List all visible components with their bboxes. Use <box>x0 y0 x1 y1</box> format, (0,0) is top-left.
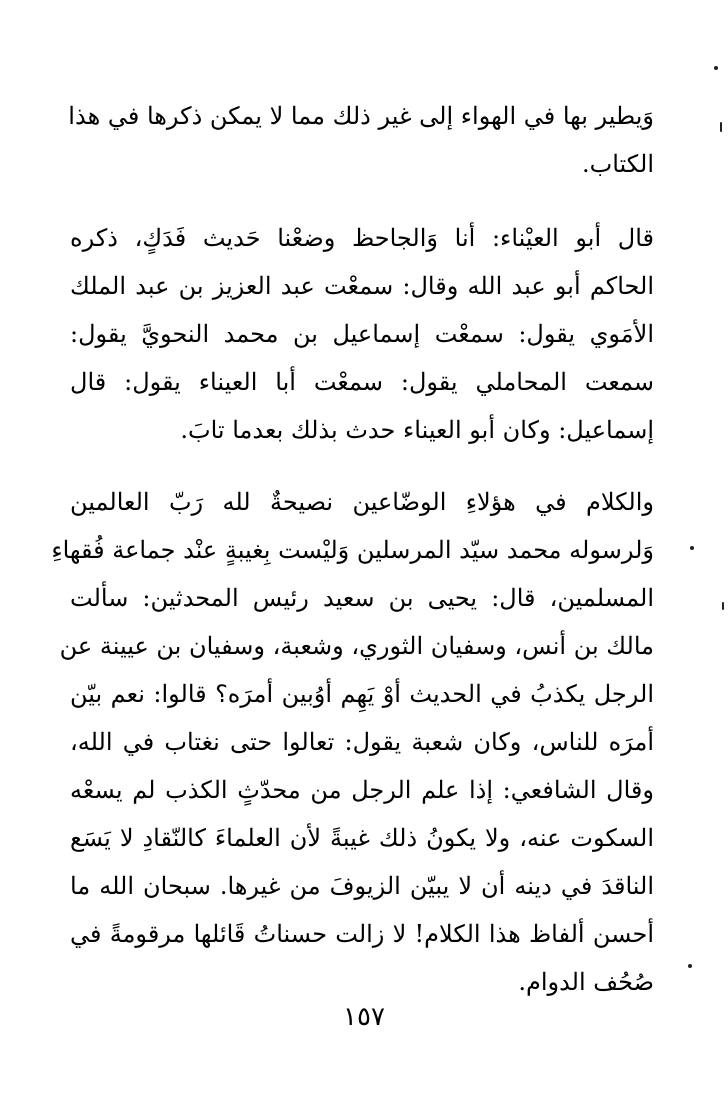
text-line: الرجل يكذبُ في الحديث أوْ يَهِم أوُبين أمرَه؟ قالوا: نعم بيّن <box>70 680 654 708</box>
paragraph-gap <box>70 188 654 214</box>
paragraph-3 <box>51 478 655 1006</box>
paragraph-2 <box>70 214 654 454</box>
scan-speck <box>714 66 718 70</box>
scan-speck <box>688 964 692 968</box>
text-line: أمرَه للناس، وكان شعبة يقول: تعالوا حتى نغتاب في الله، <box>70 728 654 756</box>
scan-speck <box>690 546 694 550</box>
text-line: الأمَوي يقول: سمعْت إسماعيل بن محمد النحويَّ يقول: <box>70 320 654 348</box>
text-line: إسماعيل: وكان أبو العيناء حدث بذلك بعدما تابَ. <box>180 416 654 444</box>
text-line: مالك بن أنس، وسفيان الثوري، وشعبة، وسفيان بن عيينة عن <box>59 632 654 660</box>
text-line: وَلرسوله محمد سيّد المرسلين وَليْست بِغيبةٍ عنْد جماعة فُقهاءِ <box>51 536 654 564</box>
text-line: السكوت عنه، ولا يكونُ ذلك غيبةً لأن العلماءَ كالنّقادِ لا يَسَع <box>70 824 654 852</box>
text-line: صُحُف الدوام. <box>518 968 654 996</box>
scan-speck <box>720 122 722 132</box>
text-line: وَيطير بها في الهواء إلى غير ذلك مما لا يمكن ذكرها في هذا <box>68 102 654 130</box>
text-line: أحسن ألفاظ هذا الكلام! لا زالت حسناتُ قَائلها مرقومةً في <box>70 920 655 948</box>
text-line: سمعت المحاملي يقول: سمعْت أبا العيناء يقول: قال <box>70 368 654 396</box>
text-line: الناقدَ في دينه أن لا يبيّن الزيوفَ من غيرها. سبحان الله ما <box>70 872 654 900</box>
page-number: ١٥٧ <box>343 1002 385 1032</box>
text-line: الحاكم أبو عبد الله وقال: سمعْت عبد العزيز بن عبد الملك <box>70 272 654 300</box>
text-line: قال أبو العيْناء: أنا وَالجاحظ وضعْنا حَديث فَدَكٍ، ذكره <box>70 224 654 252</box>
paragraph-1 <box>70 92 654 188</box>
text-line: المسلمين، قال: يحيى بن سعيد رئيس المحدثين: سألت <box>70 584 654 612</box>
text-line: الكتاب. <box>581 150 654 178</box>
scan-speck <box>722 602 724 610</box>
page-body <box>51 92 655 1006</box>
paragraph-gap <box>70 454 654 478</box>
text-line: والكلام في هؤلاءِ الوضّاعين نصيحةٌ لله رَبّ العالمين <box>70 488 654 516</box>
text-line: وقال الشافعي: إذا علم الرجل من محدّثٍ الكذب لم يسعْه <box>70 776 654 804</box>
